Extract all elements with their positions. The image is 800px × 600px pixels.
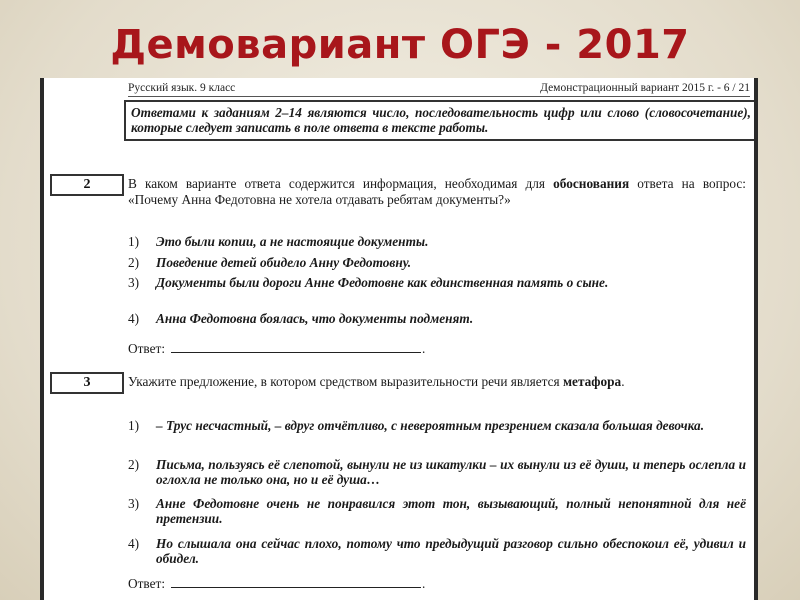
option-text: Анне Федотовне очень не понравился этот тон, вызывающий, полный непонятной для неё претензии. (156, 496, 746, 526)
question-text: В каком варианте ответа содержится информация, необходимая для (128, 176, 554, 191)
answer-field[interactable]: Ответ: . (128, 341, 426, 356)
answer-label: Ответ: (128, 341, 166, 356)
answer-option[interactable] (128, 234, 746, 249)
task-question (128, 374, 746, 390)
exam-document (44, 78, 754, 600)
answer-line[interactable] (171, 576, 421, 588)
question-keyword: обоснования (553, 176, 630, 191)
option-number: 4) (128, 311, 140, 326)
option-number: 2) (128, 457, 140, 472)
answer-option[interactable] (128, 457, 746, 487)
option-text: Но слышала она сейчас плохо, потому что предыдущий разговор сильно обеспокоил её, удивил и обидел. (156, 536, 746, 566)
option-number: 3) (128, 275, 140, 290)
header-subject: Русский язык. 9 класс (128, 82, 236, 94)
question-keyword: метафора (562, 374, 622, 389)
task-number-box: 2 (50, 174, 124, 196)
option-text: Поведение детей обидело Анну Федотовну. (156, 255, 412, 270)
question-text: Укажите предложение, в котором средством выразительности речи является (128, 374, 563, 389)
answer-option[interactable] (128, 418, 746, 433)
answer-option[interactable] (128, 536, 746, 566)
answer-option[interactable] (128, 275, 746, 290)
answer-field[interactable]: Ответ: . (128, 576, 426, 591)
running-header (128, 82, 750, 97)
option-number: 2) (128, 255, 140, 270)
instruction-box: Ответами к заданиям 2–14 являются число, последовательность цифр или слово (словосочетание), которые следует записать в поле ответа в тексте работы. (124, 100, 754, 141)
option-text: – Трус несчастный, – вдруг отчётливо, с невероятным презрением сказала большая девочка. (156, 418, 705, 433)
answer-label: Ответ: (128, 576, 166, 591)
option-text: Письма, пользуясь её слепотой, вынули не из шкатулки – их вынули из её души, и теперь ослепла и оглохла не только она, но и её душа… (156, 457, 746, 487)
option-text: Документы были дороги Анне Федотовне как единственная память о сыне. (156, 275, 609, 290)
option-text: Анна Федотовна боялась, что документы подменят. (156, 311, 474, 326)
task-number-box: 3 (50, 372, 124, 394)
answer-option[interactable] (128, 311, 746, 326)
question-text: ответа на вопрос: «Почему Анна Федотовна не хотела отдавать ребятам документы?» (128, 176, 746, 207)
question-text: . (621, 374, 625, 389)
answer-option[interactable] (128, 496, 746, 526)
answer-line[interactable] (171, 341, 421, 353)
option-number: 4) (128, 536, 140, 551)
header-variant: Демонстрационный вариант 2015 г. - 6 / 21 (540, 82, 750, 94)
task-question (128, 176, 746, 208)
option-number: 3) (128, 496, 140, 511)
slide-title: Демовариант ОГЭ - 2017 (110, 22, 690, 68)
option-number: 1) (128, 418, 140, 433)
answer-option[interactable] (128, 255, 746, 270)
option-number: 1) (128, 234, 140, 249)
option-text: Это были копии, а не настоящие документы. (156, 234, 429, 249)
